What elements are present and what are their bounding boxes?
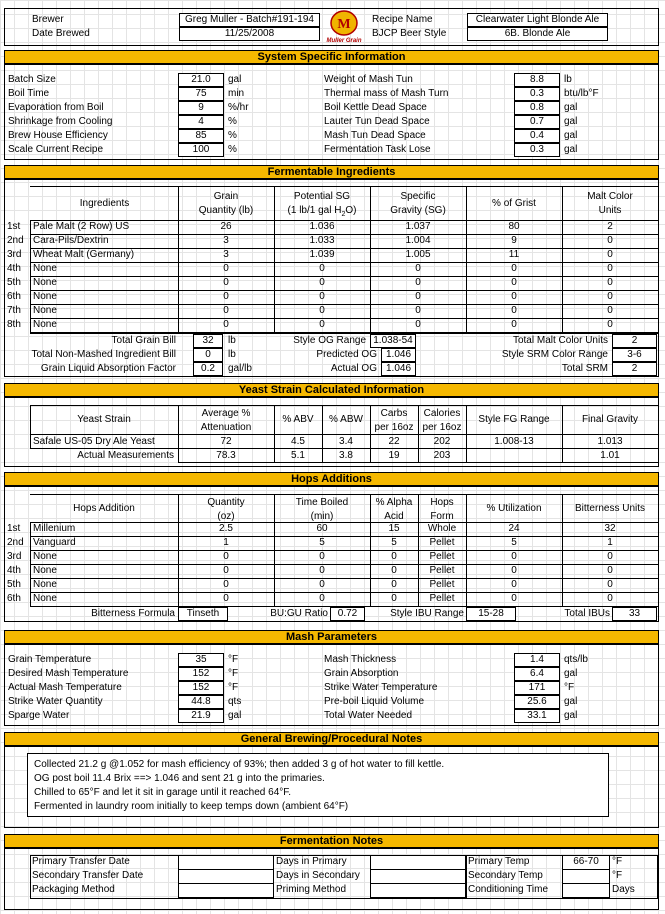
yeast-carbs-cell: 22 [388,436,400,447]
fermentable-qty-cell[interactable]: 0 [223,305,229,316]
fermentable-psg-cell: 0 [319,263,325,274]
hop-ibu-cell: 32 [604,523,616,534]
fermentable-qty-cell[interactable]: 0 [223,319,229,330]
yeast-attenuation-cell: 72 [220,436,232,447]
hop-util-cell: 5 [511,537,517,548]
hops-form-header: Hops [430,497,454,508]
fermentable-name-cell[interactable]: Cara-Pils/Dextrin [33,235,109,246]
hop-util-cell: 0 [511,565,517,576]
mash-left-field[interactable]: 35 [178,653,224,667]
mash-right-label: Mash Thickness [324,654,397,665]
fermentable-grist-cell: 9 [511,235,517,246]
system-right-field[interactable]: 0.3 [514,87,560,101]
yeast-abw-cell: 3.4 [339,436,353,447]
predicted-og-value: 1.046 [381,348,416,362]
fermentation-date-field[interactable] [178,883,274,898]
mash-right-unit: gal [564,668,578,679]
date-label: Date Brewed [32,28,90,39]
actual-abv-cell: 5.1 [291,450,305,461]
hop-name-cell[interactable]: Millenium [33,523,76,534]
fermentable-qty-cell[interactable]: 26 [220,221,232,232]
date-field[interactable]: 11/25/2008 [179,27,320,41]
hop-time-cell[interactable]: 0 [319,551,325,562]
actual-calories-cell: 203 [433,450,451,461]
malt-color-header: Malt Color [587,191,633,202]
attenuation-subheader: Attenuation [200,422,252,433]
system-section-title: System Specific Information [4,50,659,64]
carbs-header: Carbs [380,408,408,419]
mash-right-field: 33.1 [514,709,560,723]
hop-util-cell: 0 [511,551,517,562]
fermentation-days-label: Days in Secondary [276,870,360,881]
mash-right-label: Strike Water Temperature [324,682,438,693]
yeast-fg-range-cell: 1.008-13 [494,436,534,447]
fermentable-color-cell: 0 [607,277,613,288]
bitterness-formula-field[interactable]: Tinseth [178,607,228,621]
hop-name-cell[interactable]: None [33,593,57,604]
mash-left-unit: °F [228,654,239,665]
fermentation-days-field[interactable] [370,869,466,884]
fermentable-qty-cell[interactable]: 3 [223,235,229,246]
fermentable-sg-cell: 1.004 [405,235,431,246]
style-og-value: 1.038-54 [370,334,416,348]
fermentable-psg-cell: 1.033 [309,235,335,246]
hop-name-cell[interactable]: None [33,565,57,576]
hop-qty-cell[interactable]: 2.5 [219,523,233,534]
fermentation-temp-unit: °F [612,856,623,867]
non-mashed-label: Total Non-Mashed Ingredient Bill [31,349,176,360]
system-right-unit: gal [564,116,578,127]
system-right-unit: lb [564,74,572,85]
brewing-notes-textarea[interactable]: Collected 21.2 g @1.052 for mash efficiency of 93%; then added 3 g of hot water to fill kettle. OG post boil 11.4 Brix ==> 1.046 and sent 21 g into the primaries. Chilled to 65°F and let it sit in garage until it reached 64°F. Fermented in laundry room initially to keep temps down (ambient 64°F) [27,753,609,817]
fermentable-sg-cell: 0 [415,277,421,288]
fermentation-date-field[interactable] [178,869,274,884]
fermentable-name-cell[interactable]: Wheat Malt (Germany) [33,249,135,260]
hop-util-cell: 0 [511,579,517,590]
row-ordinal: 6th [7,291,21,302]
ibu-range-value: 15-28 [466,607,516,621]
row-ordinal: 1st [7,523,21,534]
hop-ibu-cell: 0 [607,551,613,562]
mash-right-unit: gal [564,710,578,721]
non-mashed-value: 0 [193,348,223,362]
hop-name-cell[interactable]: Vanguard [33,537,76,548]
fermentable-color-cell: 0 [607,263,613,274]
system-right-unit: gal [564,102,578,113]
fermentation-days-label: Days in Primary [276,856,347,867]
hop-time-cell[interactable]: 60 [316,523,328,534]
system-left-unit: % [228,116,237,127]
total-ibus-label: Total IBUs [564,608,610,619]
mash-left-field[interactable]: 44.8 [178,695,224,709]
actual-carbs-cell: 19 [388,450,400,461]
system-right-field[interactable]: 0.8 [514,101,560,115]
ingredients-header: Ingredients [79,198,130,209]
mash-left-field[interactable]: 152 [178,681,224,695]
mash-left-label: Grain Temperature [8,654,92,665]
mash-left-label: Actual Mash Temperature [8,682,122,693]
predicted-og-label: Predicted OG [316,349,377,360]
fermentation-temp-field[interactable] [562,883,610,898]
fermentable-grist-cell: 0 [511,291,517,302]
system-right-field[interactable]: 0.7 [514,115,560,129]
fermentable-sg-cell: 0 [415,319,421,330]
hop-form-cell[interactable]: Pellet [429,579,455,590]
system-left-label: Scale Current Recipe [8,144,104,155]
row-ordinal: 6th [7,593,21,604]
hop-qty-cell[interactable]: 0 [223,579,229,590]
hop-util-cell: 0 [511,593,517,604]
hop-time-cell[interactable]: 5 [319,537,325,548]
srm-range-value: 3-6 [612,348,657,362]
fermentation-temp-unit: Days [612,884,635,895]
fermentable-psg-cell: 0 [319,277,325,288]
fermentation-temp-field[interactable]: 66-70 [562,855,610,870]
system-right-label: Mash Tun Dead Space [324,130,426,141]
hop-alpha-cell[interactable]: 0 [391,579,397,590]
row-ordinal: 3rd [7,551,22,562]
system-left-field[interactable]: 4 [178,115,224,129]
non-mashed-unit: lb [228,349,236,360]
mash-section-title: Mash Parameters [4,630,659,644]
system-right-label: Weight of Mash Tun [324,74,413,85]
hop-alpha-cell[interactable]: 15 [388,523,400,534]
fermentable-qty-cell[interactable]: 3 [223,249,229,260]
system-left-unit: % [228,130,237,141]
notes-section-title: General Brewing/Procedural Notes [4,732,659,746]
gravity-header: Gravity (SG) [390,205,446,216]
bugu-ratio-value: 0.72 [330,607,365,621]
mash-left-label: Sparge Water [8,710,70,721]
fermentable-name-cell[interactable]: None [33,319,57,330]
total-grain-label: Total Grain Bill [111,335,176,346]
system-left-field[interactable]: 100 [178,143,224,157]
fermentation-days-label: Priming Method [276,884,347,895]
actual-measurements-label: Actual Measurements [77,450,174,461]
fermentable-qty-cell[interactable]: 0 [223,277,229,288]
system-left-field[interactable]: 9 [178,101,224,115]
system-right-label: Lauter Tun Dead Space [324,116,430,127]
row-ordinal: 1st [7,221,21,232]
mash-right-field: 6.4 [514,667,560,681]
total-srm-value: 2 [612,362,657,376]
fermentable-color-cell: 0 [607,291,613,302]
malt-color-total-label: Total Malt Color Units [512,335,608,346]
yeast-final-gravity-cell: 1.013 [597,436,623,447]
alpha-acid-header: % Alpha [375,497,413,508]
fermentable-qty-cell[interactable]: 0 [223,291,229,302]
actual-og-label: Actual OG [330,363,377,374]
utilization-header: % Utilization [486,503,542,514]
fermentation-section-title: Fermentation Notes [4,834,659,848]
hops-section-title: Hops Additions [4,472,659,486]
fermentable-name-cell[interactable]: Pale Malt (2 Row) US [33,221,130,232]
hops-quantity-header: Quantity [207,497,245,508]
hop-qty-cell[interactable]: 0 [223,565,229,576]
yeast-calories-cell: 202 [433,436,451,447]
svg-text:M: M [337,17,351,32]
hop-name-cell[interactable]: None [33,551,57,562]
hops-form-subheader: Form [430,511,454,522]
system-right-unit: btu/lb°F [564,88,599,99]
fermentation-days-field[interactable] [370,855,466,870]
system-right-label: Fermentation Task Lose [324,144,431,155]
mash-right-label: Pre-boil Liquid Volume [324,696,425,707]
carbs-subheader: per 16oz [374,422,414,433]
fermentation-date-label: Packaging Method [32,884,115,895]
mash-right-field: 25.6 [514,695,560,709]
fermentable-psg-cell: 0 [319,291,325,302]
ibu-range-label: Style IBU Range [390,608,464,619]
fermentable-psg-cell: 1.036 [309,221,335,232]
fermentable-color-cell: 0 [607,235,613,246]
system-left-label: Brew House Efficiency [8,130,108,141]
system-left-label: Evaporation from Boil [8,102,104,113]
mash-left-label: Strike Water Quantity [8,696,103,707]
srm-range-label: Style SRM Color Range [501,349,608,360]
system-right-field[interactable]: 0.4 [514,129,560,143]
fermentable-psg-cell: 0 [319,305,325,316]
total-grain-value: 32 [193,334,223,348]
style-og-label: Style OG Range [293,335,366,346]
system-left-label: Boil Time [8,88,50,99]
system-right-unit: gal [564,144,578,155]
row-ordinal: 5th [7,277,21,288]
muller-grain-logo [322,9,366,45]
hop-alpha-cell[interactable]: 5 [391,537,397,548]
mash-left-unit: °F [228,668,239,679]
recipe-label: Recipe Name [372,14,433,25]
mash-right-field: 1.4 [514,653,560,667]
fermentable-psg-cell: 1.039 [309,249,335,260]
fermentables-section-title: Fermentable Ingredients [4,165,659,179]
fermentable-color-cell: 0 [607,319,613,330]
system-right-field[interactable]: 0.3 [514,143,560,157]
svg-text:Muller Grain: Muller Grain [326,38,362,44]
fermentation-temp-unit: °F [612,870,623,881]
time-boiled-header: Time Boiled [295,497,349,508]
system-left-label: Batch Size [8,74,56,85]
fermentable-sg-cell: 0 [415,305,421,316]
brewer-field[interactable]: Greg Muller - Batch#191-194 [179,13,320,27]
fermentation-days-field[interactable] [370,883,466,898]
fermentable-sg-cell: 0 [415,291,421,302]
hop-ibu-cell: 0 [607,593,613,604]
mash-left-unit: gal [228,710,242,721]
fermentable-grist-cell: 80 [508,221,520,232]
fermentable-grist-cell: 0 [511,263,517,274]
calories-subheader: per 16oz [422,422,462,433]
fermentable-name-cell[interactable]: None [33,263,57,274]
system-right-label: Boil Kettle Dead Space [324,102,427,113]
mash-left-label: Desired Mash Temperature [8,668,129,679]
units-header: Units [598,205,622,216]
system-left-field[interactable]: 75 [178,87,224,101]
system-left-unit: %/hr [228,102,249,113]
fermentable-color-cell: 0 [607,249,613,260]
grist-header: % of Grist [492,198,536,209]
fg-range-header: Style FG Range [478,414,550,425]
time-boiled-subheader: (min) [310,511,334,522]
hop-alpha-cell[interactable]: 0 [391,565,397,576]
fermentable-sg-cell: 1.005 [405,249,431,260]
alpha-acid-subheader: Acid [384,511,404,522]
bugu-ratio-label: BU:GU Ratio [270,608,328,619]
grain-header: Grain [213,191,239,202]
mash-right-field: 171 [514,681,560,695]
bitterness-units-header: Bitterness Units [574,503,646,514]
recipe-field[interactable]: Clearwater Light Blonde Ale [467,13,608,27]
hop-form-cell[interactable]: Whole [427,523,457,534]
row-ordinal: 7th [7,305,21,316]
fermentation-date-label: Primary Transfer Date [32,856,130,867]
mash-right-label: Total Water Needed [324,710,413,721]
hop-time-cell[interactable]: 0 [319,579,325,590]
hop-alpha-cell[interactable]: 0 [391,593,397,604]
mash-right-unit: gal [564,696,578,707]
absorption-label: Grain Liquid Absorption Factor [40,363,176,374]
fermentable-color-cell: 2 [607,221,613,232]
row-ordinal: 4th [7,565,21,576]
system-left-unit: % [228,144,237,155]
abw-header: % ABW [329,414,363,425]
hop-form-cell[interactable]: Pellet [429,537,455,548]
row-ordinal: 2nd [7,537,24,548]
yeast-strain-cell[interactable]: Safale US-05 Dry Ale Yeast [33,436,155,447]
fermentable-name-cell[interactable]: None [33,305,57,316]
fermentation-temp-label: Secondary Temp [468,870,543,881]
system-left-unit: gal [228,74,242,85]
absorption-unit: gal/lb [228,363,252,374]
potential-sg-header: Potential SG [293,191,351,202]
brewer-label: Brewer [32,14,64,25]
hop-time-cell[interactable]: 0 [319,565,325,576]
abv-header: % ABV [282,414,314,425]
yeast-strain-header: Yeast Strain [77,414,131,425]
fermentation-date-field[interactable] [178,855,274,870]
fermentable-name-cell[interactable]: None [33,277,57,288]
fermentable-grist-cell: 0 [511,305,517,316]
hop-form-cell[interactable]: Pellet [429,593,455,604]
row-ordinal: 8th [7,319,21,330]
fermentation-date-label: Secondary Transfer Date [32,870,144,881]
system-right-unit: gal [564,130,578,141]
mash-left-unit: qts [228,696,242,707]
mash-right-unit: °F [564,682,575,693]
system-left-unit: min [228,88,245,99]
system-left-label: Shrinkage from Cooling [8,116,113,127]
fermentation-temp-field[interactable] [562,869,610,884]
style-label: BJCP Beer Style [372,28,447,39]
style-field[interactable]: 6B. Blonde Ale [467,27,608,41]
row-ordinal: 4th [7,263,21,274]
specific-header: Specific [400,191,436,202]
attenuation-header: Average % [201,408,251,419]
system-left-field[interactable]: 85 [178,129,224,143]
fermentable-qty-cell[interactable]: 0 [223,263,229,274]
row-ordinal: 2nd [7,235,24,246]
total-grain-unit: lb [228,335,236,346]
fermentation-temp-label: Conditioning Time [468,884,549,895]
system-right-field[interactable]: 8.8 [514,73,560,87]
mash-left-field[interactable]: 21.9 [178,709,224,723]
fermentable-grist-cell: 11 [508,249,520,260]
row-ordinal: 5th [7,579,21,590]
fermentable-color-cell: 0 [607,305,613,316]
total-ibus-value: 33 [612,607,657,621]
hop-ibu-cell: 1 [607,537,613,548]
hops-addition-header: Hops Addition [73,503,135,514]
fermentable-psg-cell: 0 [319,319,325,330]
mash-left-field[interactable]: 152 [178,667,224,681]
system-right-label: Thermal mass of Mash Turn [324,88,449,99]
fermentable-sg-cell: 1.037 [405,221,431,232]
fermentation-temp-label: Primary Temp [468,856,530,867]
total-srm-label: Total SRM [561,363,608,374]
grid-divider [466,855,467,899]
mash-left-unit: °F [228,682,239,693]
actual-final-gravity-cell[interactable]: 1.01 [600,450,620,461]
hop-form-cell[interactable]: Pellet [429,565,455,576]
absorption-field[interactable]: 0.2 [193,362,223,376]
hop-ibu-cell: 0 [607,579,613,590]
quantity-header: Quantity (lb) [198,205,254,216]
hop-ibu-cell: 0 [607,565,613,576]
hop-qty-cell[interactable]: 0 [223,551,229,562]
hop-qty-cell[interactable]: 0 [223,593,229,604]
hop-alpha-cell[interactable]: 0 [391,551,397,562]
row-ordinal: 3rd [7,249,22,260]
actual-og-field[interactable]: 1.046 [381,362,416,376]
actual-abw-cell: 3.8 [339,450,353,461]
mash-right-label: Grain Absorption [324,668,399,679]
hops-quantity-subheader: (oz) [217,511,235,522]
bitterness-formula-label: Bitterness Formula [91,608,175,619]
system-left-field[interactable]: 21.0 [178,73,224,87]
yeast-abv-cell: 4.5 [291,436,305,447]
mash-right-unit: qts/lb [564,654,588,665]
fermentable-name-cell[interactable]: None [33,291,57,302]
yeast-section-title: Yeast Strain Calculated Information [4,383,659,397]
hop-form-cell[interactable]: Pellet [429,551,455,562]
fermentable-grist-cell: 0 [511,319,517,330]
hop-qty-cell[interactable]: 1 [223,537,229,548]
fermentable-grist-cell: 0 [511,277,517,288]
potential-sg-subheader: (1 lb/1 gal $H_2O$) [287,205,357,218]
hop-util-cell: 24 [508,523,520,534]
hop-name-cell[interactable]: None [33,579,57,590]
malt-color-total-value: 2 [612,334,657,348]
hop-time-cell[interactable]: 0 [319,593,325,604]
fermentable-sg-cell: 0 [415,263,421,274]
final-gravity-header: Final Gravity [581,414,639,425]
actual-attenuation-cell[interactable]: 78.3 [216,450,236,461]
calories-header: Calories [423,408,461,419]
